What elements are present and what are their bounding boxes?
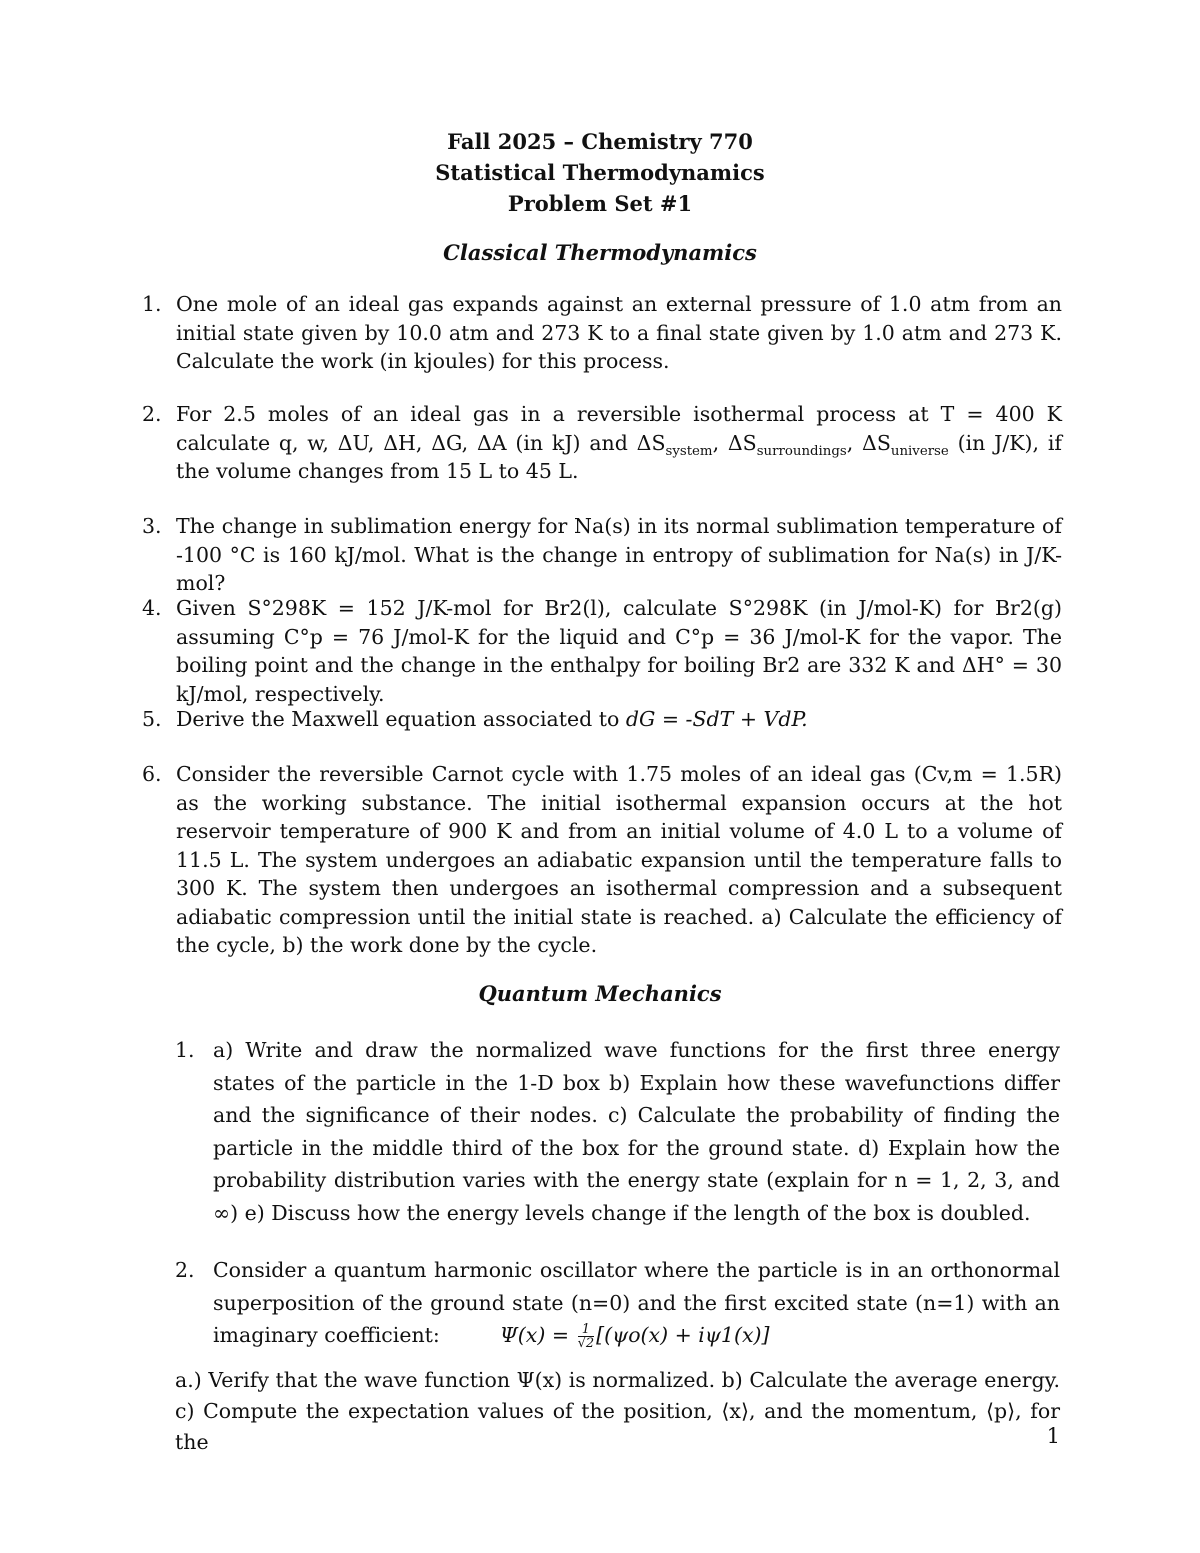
problem-text: Derive the Maxwell equation associated to dG = -SdT + VdP. xyxy=(176,707,808,731)
quantum-problem-2 xyxy=(175,1254,1060,1352)
problem-text: One mole of an ideal gas expands against an external pressure of 1.0 atm from an initial state given by 10.0 atm and 273 K to a final state given by 1.0 atm and 273 K. Calculate the work (in kjoules) for this process. xyxy=(176,292,1062,373)
problem-text: a) Write and draw the normalized wave functions for the first three energy states of the particle in the 1-D box b) Explain how these wavefunctions differ and the significance of their nodes. c) Calculate the probability of finding the particle in the middle third of the box for the ground state. d) Explain how the probability distribution varies with the energy state (explain for n = 1, 2, 3, and ∞) e) Discuss how the energy levels change if the length of the box is doubled. xyxy=(213,1038,1060,1225)
problem-text: The change in sublimation energy for Na(s) in its normal sublimation temperature of -100 °C is 160 kJ/mol. What is the change in entropy of sublimation for Na(s) in J/K-mol? xyxy=(176,514,1062,595)
page-number: 1 xyxy=(1046,1424,1060,1448)
problem-number: 2. xyxy=(175,1258,195,1282)
classical-problem-3 xyxy=(142,512,1062,598)
section-title-classical: Classical Thermodynamics xyxy=(443,240,757,265)
problem-number: 5. xyxy=(142,707,162,731)
problem-text: Consider the reversible Carnot cycle with 1.75 moles of an ideal gas (Cv,m = 1.5R) as the working substance. The initial isothermal expansion occurs at the hot reservoir temperature of 900 K and from an initial volume of 4.0 L to a volume of 11.5 L. The system undergoes an adiabatic expansion until the temperature falls to 300 K. The system then undergoes an isothermal compression and a subsequent adiabatic compression until the initial state is reached. a) Calculate the efficiency of the cycle, b) the work done by the cycle. xyxy=(176,762,1062,957)
problem-number: 1. xyxy=(175,1038,195,1062)
problem-text: For 2.5 moles of an ideal gas in a reversible isothermal process at T = 400 K calculate q, w, ΔU, ΔH, ΔG, ΔA (in kJ) and $\Delta S_{system}$, $\Delta S_{surroundings}$, $\Delta S_{universe}$ (in J/K), if the volume changes from 15 L to 45 L. xyxy=(176,402,1062,483)
classical-problem-6 xyxy=(142,760,1062,960)
document-header xyxy=(0,126,1200,219)
problem-text: Given S°298K = 152 J/K-mol for Br2(l), calculate S°298K (in J/mol-K) for Br2(g) assuming C°p = 76 J/mol-K for the liquid and C°p = 36 J/mol-K for the vapor. The boiling point and the change in the enthalpy for boiling Br2 are 332 K and ΔH° = 30 kJ/mol, respectively. xyxy=(176,596,1062,706)
problem-number: 3. xyxy=(142,514,162,538)
problem-number: 6. xyxy=(142,762,162,786)
course-title: Fall 2025 – Chemistry 770 xyxy=(447,129,753,154)
classical-problem-2 xyxy=(142,400,1062,486)
problem-set-title: Problem Set #1 xyxy=(507,191,693,216)
classical-problem-1 xyxy=(142,290,1062,376)
problem-number: 1. xyxy=(142,292,162,316)
classical-problem-5 xyxy=(142,705,1062,734)
wavefunction-equation: Ψ(x) = $\frac{1}{√2}$ [(ψo(x) + iψ1(x)] xyxy=(499,1322,770,1351)
quantum-problem-1 xyxy=(175,1034,1060,1229)
fraction: $\frac{1}{√2}$ xyxy=(577,1322,595,1351)
problem-number: 4. xyxy=(142,596,162,620)
classical-problem-4 xyxy=(142,594,1062,708)
subject-title: Statistical Thermodynamics xyxy=(435,160,765,185)
maxwell-equation: dG = -SdT + VdP. xyxy=(625,707,808,731)
problem-number: 2. xyxy=(142,402,162,426)
problem-text: Consider a quantum harmonic oscillator where the particle is in an orthonormal superposition of the ground state (n=0) and the first excited state (n=1) with an imaginary coefficient: Ψ(x) = $\frac{1}{√2}$ [(ψo(x) + iψ1(x)] xyxy=(213,1258,1060,1351)
section-title-quantum: Quantum Mechanics xyxy=(478,981,722,1006)
quantum-problem-2-parts: a.) Verify that the wave function Ψ(x) is normalized. b) Calculate the average energy. c) Compute the expectation values of the position, ⟨x⟩, and the momentum, ⟨p⟩, for the xyxy=(175,1368,1061,1454)
